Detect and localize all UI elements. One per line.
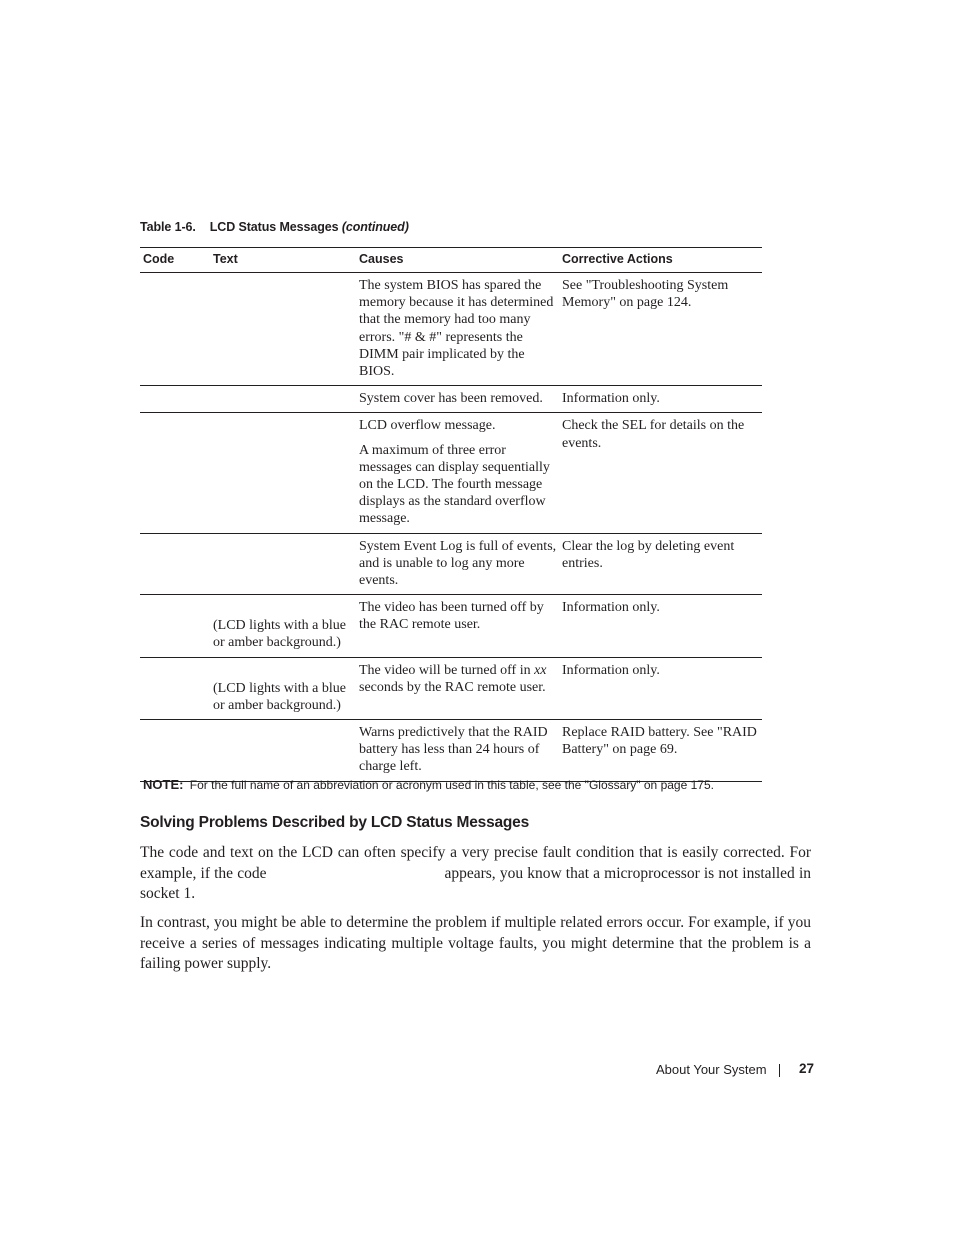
para1-after: appears, you know that a microprocessor is not installed in socket 1. xyxy=(140,864,812,903)
cell-code xyxy=(140,273,210,386)
cell-code xyxy=(140,595,210,657)
cell-code xyxy=(140,413,210,533)
cell-actions: See "Troubleshooting System Memory" on page 124. xyxy=(559,273,762,386)
cell-text xyxy=(210,273,356,386)
lcd-status-messages-table xyxy=(140,247,762,782)
cell-text xyxy=(210,720,356,782)
table-header-row xyxy=(140,248,762,273)
cause-text: LCD overflow message. xyxy=(359,418,496,434)
table-row xyxy=(140,413,762,533)
cause-text: The system BIOS has spared the memory because it has determined that the memory had too many errors. "# & #" represents the DIMM pair implicated by the BIOS. xyxy=(359,278,554,380)
cell-causes xyxy=(356,595,559,657)
cause-text: The video has been turned off by the RAC remote user. xyxy=(359,600,544,633)
cell-text: (LCD lights with a blue or amber background.) xyxy=(210,595,356,657)
cause-text: System cover has been removed. xyxy=(359,391,543,407)
table-caption xyxy=(140,220,409,234)
cell-causes xyxy=(356,413,559,533)
cell-actions: Clear the log by deleting event entries. xyxy=(559,533,762,595)
section-heading: Solving Problems Described by LCD Status Messages xyxy=(140,814,530,831)
header-code: Code xyxy=(140,248,210,273)
cell-text xyxy=(210,413,356,533)
cell-causes xyxy=(356,386,559,413)
cell-actions: Information only. xyxy=(559,386,762,413)
table-caption-suffix: (continued) xyxy=(341,220,409,234)
table-caption-title: LCD Status Messages xyxy=(209,220,339,234)
table-row xyxy=(140,657,762,719)
cell-code xyxy=(140,386,210,413)
cell-actions: Check the SEL for details on the events. xyxy=(559,413,762,533)
header-causes: Causes xyxy=(356,248,559,273)
table-row xyxy=(140,386,762,413)
footer-section-title: About Your System xyxy=(656,1062,767,1077)
header-text: Text xyxy=(210,248,356,273)
cause-text xyxy=(359,662,557,696)
header-corrective-actions: Corrective Actions xyxy=(559,248,762,273)
page-number: 27 xyxy=(799,1061,815,1076)
cause-text: Warns predictively that the RAID battery has less than 24 hours of charge left. xyxy=(359,725,548,775)
cell-actions: Replace RAID battery. See "RAID Battery" on page 69. xyxy=(559,720,762,782)
cause-suffix: seconds by the RAC remote user. xyxy=(359,679,546,695)
cell-causes xyxy=(356,273,559,386)
body-paragraph xyxy=(140,843,811,905)
table-row xyxy=(140,720,762,782)
footer-divider xyxy=(779,1064,780,1077)
note-text: For the full name of an abbreviation or acronym used in this table, see the "Glossary" on page 175. xyxy=(189,778,714,792)
cell-causes xyxy=(356,657,559,719)
cause-text: System Event Log is full of events, and is unable to log any more events. xyxy=(359,538,557,589)
cause-prefix: The video will be turned off in xyxy=(359,662,535,678)
cause-text: A maximum of three error messages can display sequentially on the LCD. The fourth message displays as the standard overflow message. xyxy=(359,442,550,527)
note-label: NOTE: xyxy=(143,777,184,792)
cell-code xyxy=(140,533,210,595)
para1-before: The code and text on the LCD can often specify a very precise fault condition that is easily corrected. For example, if the code xyxy=(140,844,811,882)
cell-text xyxy=(210,386,356,413)
cell-causes xyxy=(356,533,559,595)
cell-code xyxy=(140,720,210,782)
cell-code xyxy=(140,657,210,719)
table-note xyxy=(143,777,714,792)
cell-actions: Information only. xyxy=(559,595,762,657)
table-row xyxy=(140,273,762,386)
table-row xyxy=(140,533,762,595)
cause-variable: xx xyxy=(534,662,547,678)
cell-text xyxy=(210,533,356,595)
table-row xyxy=(140,595,762,657)
body-paragraph: In contrast, you might be able to determine the problem if multiple related errors occur. For example, if you receive a series of messages indicating multiple voltage faults, you might determine that the problem is a failing power supply. xyxy=(140,914,811,973)
cell-actions: Information only. xyxy=(559,657,762,719)
cell-causes xyxy=(356,720,559,782)
cell-text: (LCD lights with a blue or amber background.) xyxy=(210,657,356,719)
table-caption-label: Table 1-6. xyxy=(140,220,196,234)
